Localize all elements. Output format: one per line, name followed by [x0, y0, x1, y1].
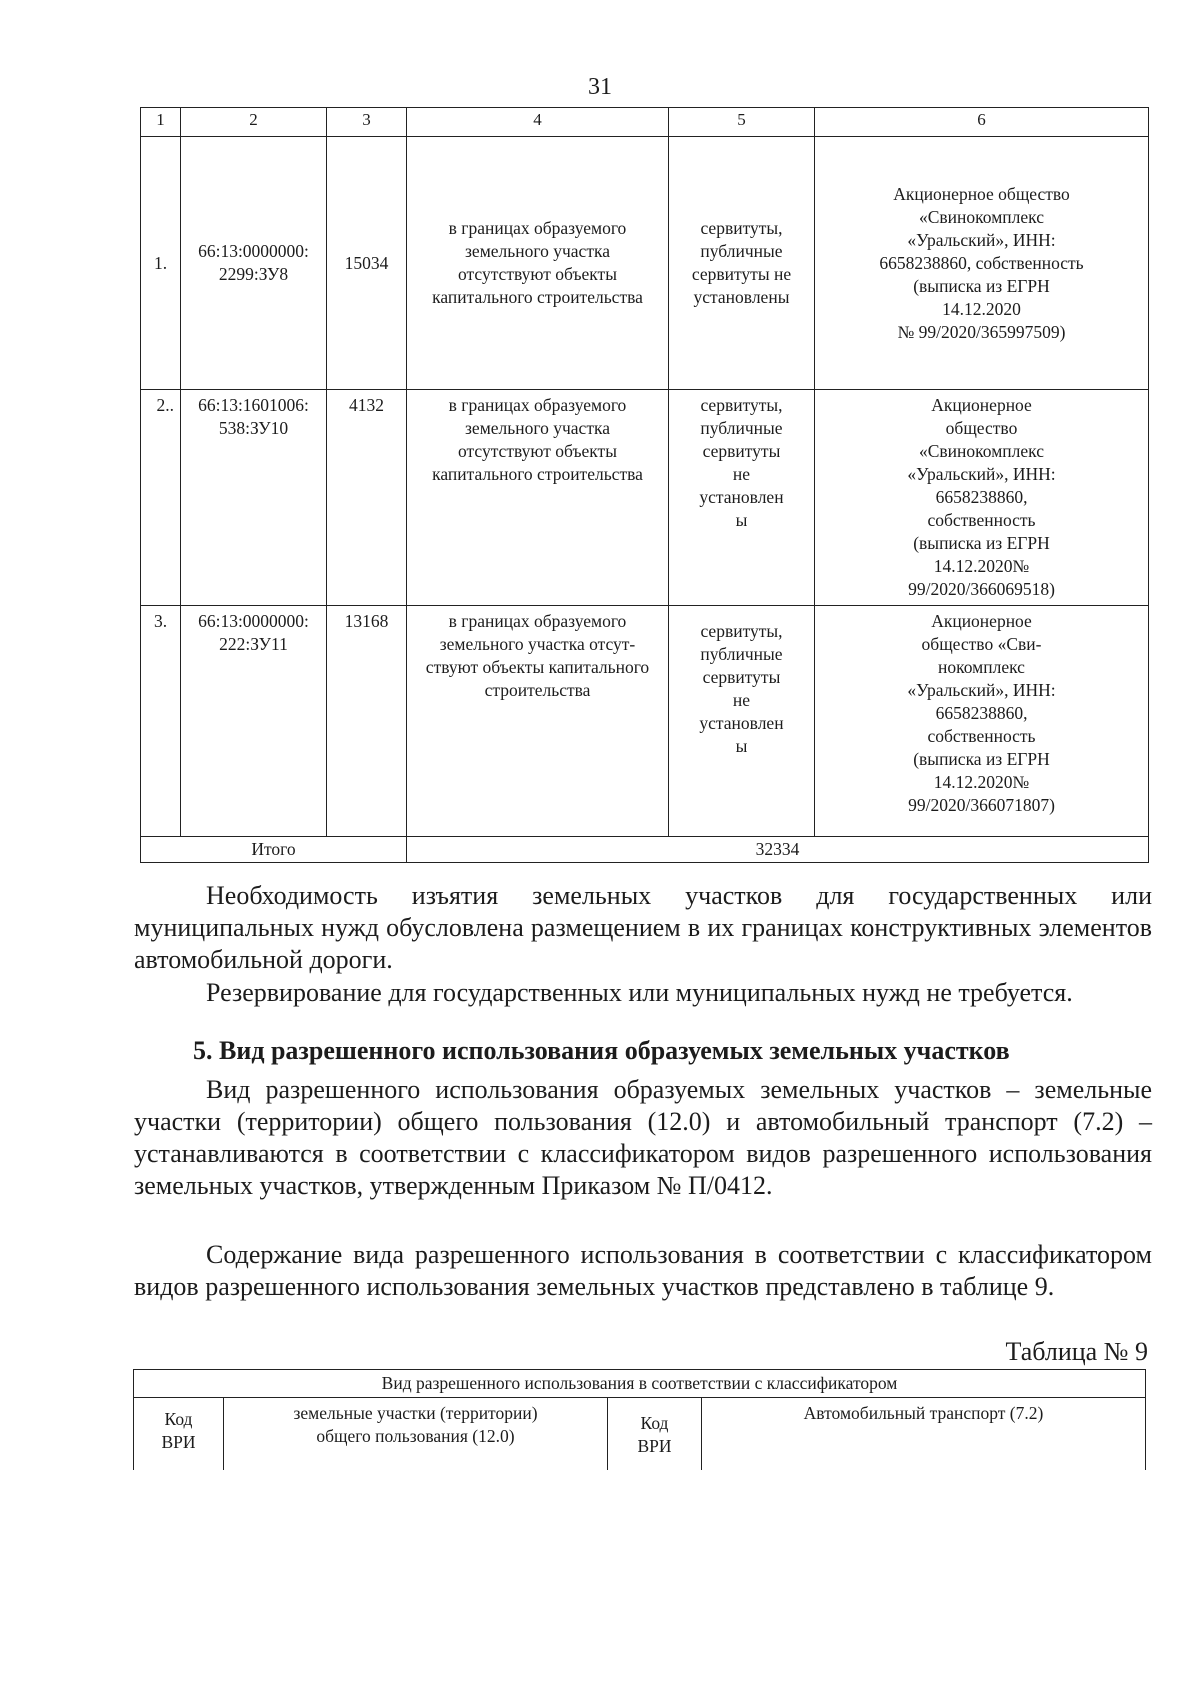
table-row — [141, 137, 1149, 390]
row-number: 2.. — [141, 390, 181, 606]
land-plots-table — [140, 107, 1149, 863]
table-row — [141, 606, 1149, 837]
table-caption: Таблица № 9 — [1005, 1337, 1148, 1366]
table-row — [141, 390, 1149, 606]
content-paragraph: Содержание вида разрешенного использования в соответствии с классификатором видов разрешенного использования земельных участков представлено в таблице 9. — [134, 1240, 1152, 1301]
plot-area: 15034 — [327, 137, 407, 390]
easements: сервитуты, публичные сервитуты не установлены — [669, 137, 815, 390]
plot-area: 4132 — [327, 390, 407, 606]
column-number: 5 — [669, 108, 815, 137]
plot-area: 13168 — [327, 606, 407, 837]
cadastral-number: 66:13:0000000: 2299:ЗУ8 — [181, 137, 327, 390]
capital-objects: в границах образуемого земельного участка отсут- ствуют объекты капитального строительства — [407, 606, 669, 837]
vri-header-row — [134, 1370, 1146, 1398]
column-number: 1 — [141, 108, 181, 137]
column-number: 3 — [327, 108, 407, 137]
easements: сервитуты, публичные сервитуты не установлен ы — [669, 390, 815, 606]
reservation-paragraph: Резервирование для государственных или муниципальных нужд не требуется. — [206, 978, 1073, 1007]
section-heading: 5. Вид разрешенного использования образуемых земельных участков — [193, 1036, 1010, 1065]
cadastral-number: 66:13:1601006: 538:ЗУ10 — [181, 390, 327, 606]
vri-paragraph: Вид разрешенного использования образуемых земельных участков – земельные участки (территории) общего пользования (12.0) и автомобильный транспорт (7.2) – устанавливаются в соответствии с классификатором видов разрешенного использования земельных участков, утвержденным Приказом № П/0412. — [134, 1075, 1152, 1200]
capital-objects: в границах образуемого земельного участка отсутствуют объекты капитального строительства — [407, 137, 669, 390]
column-number: 6 — [815, 108, 1149, 137]
vri-code-header-2: Код ВРИ — [608, 1398, 702, 1470]
owner: Акционерное общество «Сви- нокомплекс «Уральский», ИНН: 6658238860, собственность (выписка из ЕГРН 14.12.2020№ 99/2020/366071807) — [815, 606, 1149, 837]
total-label: Итого — [141, 837, 407, 863]
total-value: 32334 — [407, 837, 1149, 863]
row-number: 1. — [141, 137, 181, 390]
page-number: 31 — [588, 74, 612, 100]
vri-table-header: Вид разрешенного использования в соответствии с классификатором — [134, 1370, 1146, 1398]
public-land-header: земельные участки (территории) общего пользования (12.0) — [224, 1398, 608, 1470]
vri-table — [133, 1369, 1146, 1470]
vri-code-header: Код ВРИ — [134, 1398, 224, 1470]
column-number-row — [141, 108, 1149, 137]
total-row — [141, 837, 1149, 863]
cadastral-number: 66:13:0000000: 222:ЗУ11 — [181, 606, 327, 837]
column-number: 4 — [407, 108, 669, 137]
row-number: 3. — [141, 606, 181, 837]
owner: Акционерное общество «Свинокомплекс «Уральский», ИНН: 6658238860, собственность (выписка из ЕГРН 14.12.2020№ 99/2020/366069518) — [815, 390, 1149, 606]
vri-column-row — [134, 1398, 1146, 1470]
capital-objects: в границах образуемого земельного участка отсутствуют объекты капитального строительства — [407, 390, 669, 606]
owner: Акционерное общество «Свинокомплекс «Уральский», ИНН: 6658238860, собственность (выписка из ЕГРН 14.12.2020 № 99/2020/365997509) — [815, 137, 1149, 390]
column-number: 2 — [181, 108, 327, 137]
easements: сервитуты, публичные сервитуты не установлен ы — [669, 606, 815, 837]
necessity-paragraph: Необходимость изъятия земельных участков для государственных или муниципальных нужд обусловлена размещением в их границах конструктивных элементов автомобильной дороги. — [134, 881, 1152, 974]
transport-header: Автомобильный транспорт (7.2) — [702, 1398, 1146, 1470]
